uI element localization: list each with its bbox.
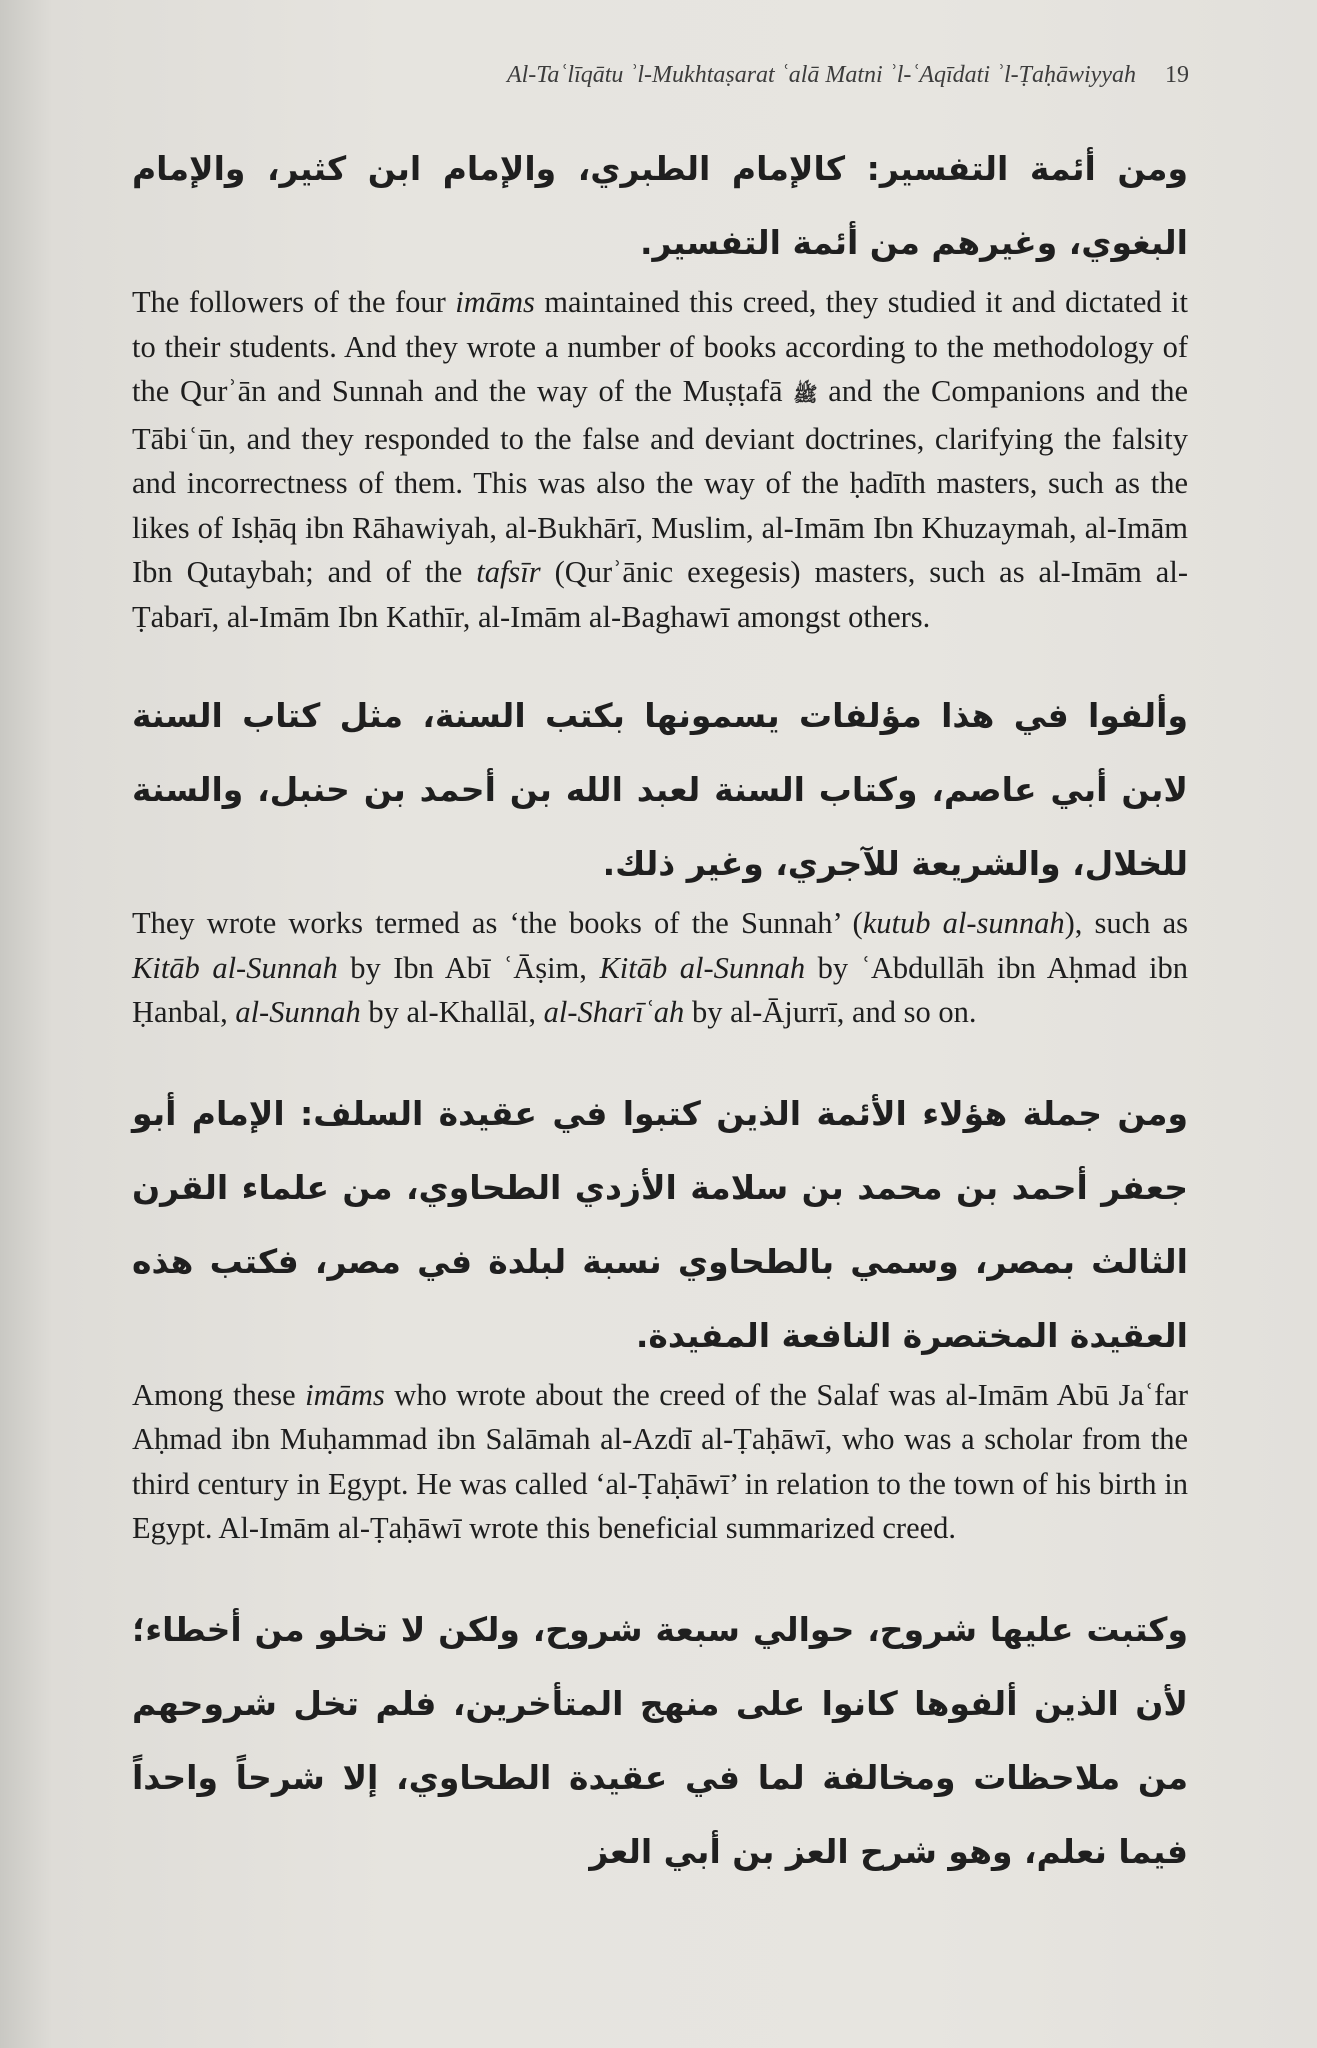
english-paragraph-1 (132, 280, 1188, 639)
text-run: Among these (132, 1377, 306, 1412)
english-paragraph-2 (132, 901, 1188, 1035)
running-header (507, 62, 1190, 89)
running-title: Al-Taʿlīqātu ʾl-Mukhtaṣarat ʿalā Matni ʾl-ʿAqīdati ʾl-Ṭaḥāwiyyah (506, 62, 1136, 88)
english-paragraph-3 (132, 1373, 1188, 1551)
text-run: by al-Khallāl, (360, 995, 544, 1029)
page-number: 19 (1165, 62, 1189, 88)
arabic-paragraph-2: وألفوا في هذا مؤلفات يسمونها بكتب السنة، مثل كتاب السنة لابن أبي عاصم، وكتاب السنة لعبد الله بن أحمد بن حنبل، والسنة للخلال، والشريعة للآجري، وغير ذلك. (132, 696, 1188, 883)
italic-term: imāms (455, 285, 535, 319)
book-title: al-Sunnah (235, 995, 361, 1029)
book-title: Kitāb al-Sunnah (132, 950, 338, 985)
italic-term: kutub al-sunnah (862, 906, 1065, 940)
salawat-honorific: ﷺ (793, 382, 818, 406)
arabic-paragraph-1: ومن أئمة التفسير: كالإمام الطبري، والإمام ابن كثير، والإمام البغوي، وغيرهم من أئمة التفسير. (132, 149, 1188, 262)
text-run: (Qurʾānic exegesis) masters, such as al-Imām al-Ṭabarī, al-Imām Ibn Kathīr, al-Imām al-Baghawī amongst others. (132, 555, 1188, 634)
text-run: ), such as (1064, 906, 1188, 940)
text-run: by Ibn Abī ʿĀṣim, (337, 950, 600, 985)
text-run: who wrote about the creed of the Salaf was al-Imām Abū Jaʿfar Aḥmad ibn Muḥammad ibn Salāmah al-Azdī al-Ṭaḥāwī, who was a scholar from the third century in Egypt. He was called ‘al-Ṭaḥāwī’ in relation to the town of his birth in Egypt. Al-Imām al-Ṭaḥāwī wrote this beneficial summarized creed. (132, 1377, 1188, 1545)
text-run: by al-Ājurrī, and so on. (684, 995, 977, 1029)
page-body (132, 140, 1188, 1889)
text-run: They wrote works termed as ‘the books of the Sunnah’ ( (132, 906, 863, 940)
text-run: and the Companions and the Tābiʿūn, and they responded to the false and deviant doctrines, clarifying the falsity and incorrectness of them. This was also the way of the ḥadīth masters, such as the likes of Isḥāq ibn Rāhawiyah, al-Bukhārī, Muslim, al-Imām Ibn Khuzaymah, al-Imām Ibn Qutaybah; and of the (132, 374, 1189, 589)
text-run: by ʿAbdullāh ibn Aḥmad ibn Ḥanbal, (132, 950, 1188, 1029)
book-title: al-Sharīʿah (543, 995, 685, 1029)
arabic-paragraph-4: وكتبت عليها شروح، حوالي سبعة شروح، ولكن لا تخلو من أخطاء؛ لأن الذين ألفوها كانوا على منهج المتأخرين، فلم تخل شروحهم من ملاحظات ومخالفة لما في عقيدة الطحاوي، إلا شرحاً واحداً فيما نعلم، وهو شرح العز بن أبي العز (132, 1609, 1188, 1871)
italic-term: tafsīr (476, 555, 541, 589)
book-title: Kitāb al-Sunnah (599, 950, 806, 985)
arabic-paragraph-3: ومن جملة هؤلاء الأئمة الذين كتبوا في عقيدة السلف: الإمام أبو جعفر أحمد بن محمد بن سلامة الأزدي الطحاوي، من علماء القرن الثالث بمصر، وسمي بالطحاوي نسبة لبلدة في مصر، فكتب هذه العقيدة المختصرة النافعة المفيدة. (132, 1093, 1188, 1355)
italic-term: imāms (305, 1377, 385, 1412)
text-run: maintained this creed, they studied it and dictated it to their students. And they wrote a number of books according to the methodology of the Qurʾān and Sunnah and the way of the Muṣṭafā (132, 285, 1188, 408)
text-run: The followers of the four (132, 285, 456, 319)
